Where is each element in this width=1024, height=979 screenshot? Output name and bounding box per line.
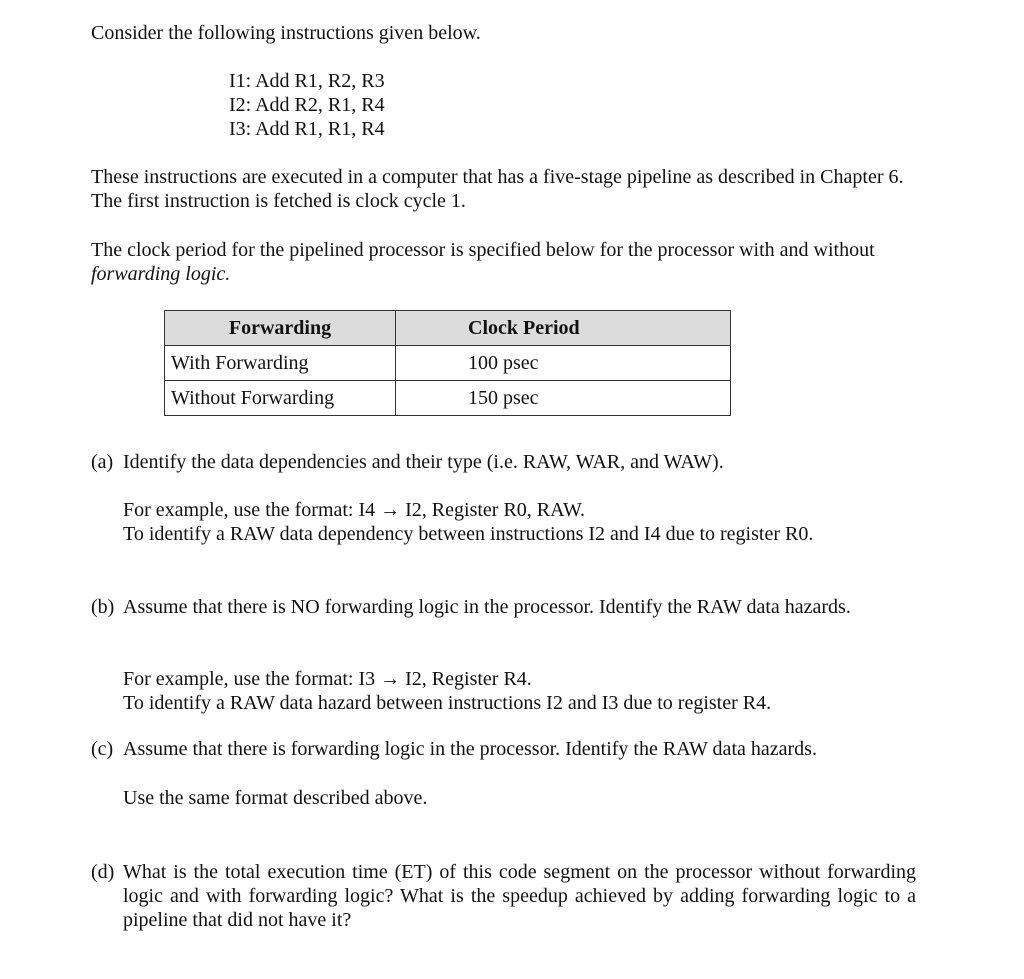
question-b-example-explanation: To identify a RAW data hazard between instructions I2 and I3 due to register R4. [123, 692, 772, 714]
question-c-text: Assume that there is forwarding logic in the processor. Identify the RAW data hazards. [123, 738, 817, 760]
table-header-forwarding: Forwarding [165, 311, 396, 346]
table-cell: 150 psec [396, 381, 731, 416]
question-b-example-format: For example, use the format: I3 → I2, Register R4. [123, 668, 532, 690]
question-a-label: (a) [91, 451, 114, 473]
question-a-text: Identify the data dependencies and their type (i.e. RAW, WAR, and WAW). [123, 451, 724, 473]
question-b-text: Assume that there is NO forwarding logic in the processor. Identify the RAW data hazards. [123, 596, 851, 618]
table-cell: 100 psec [396, 346, 731, 381]
table-cell: Without Forwarding [165, 381, 396, 416]
table-header-row [165, 311, 731, 346]
intro-text: Consider the following instructions given below. [91, 22, 481, 44]
question-c-label: (c) [91, 738, 114, 760]
question-a-example-explanation: To identify a RAW data dependency between instructions I2 and I4 due to register R0. [123, 523, 814, 545]
question-d-text: What is the total execution time (ET) of this code segment on the processor without forwarding logic and with forwarding logic? What is the speedup achieved by adding forwarding logic to a pipeline that did not have it? [123, 861, 916, 931]
table-cell: With Forwarding [165, 346, 396, 381]
clock-period-table [164, 310, 731, 416]
question-c-format-note: Use the same format described above. [123, 787, 428, 809]
instruction-1: I1: Add R1, R2, R3 [229, 70, 385, 92]
table-row [165, 381, 731, 416]
table-header-clock-period: Clock Period [396, 311, 731, 346]
instruction-2: I2: Add R2, R1, R4 [229, 94, 385, 116]
question-d-label: (d) [91, 861, 115, 883]
pipeline-description: These instructions are executed in a computer that has a five-stage pipeline as described in Chapter 6. The first instruction is fetched is clock cycle 1. [91, 166, 904, 212]
question-a-example-format: For example, use the format: I4 → I2, Register R0, RAW. [123, 499, 586, 521]
instruction-3: I3: Add R1, R1, R4 [229, 118, 385, 140]
table-row [165, 346, 731, 381]
forwarding-logic-emphasis: forwarding logic. [91, 263, 231, 285]
question-b-label: (b) [91, 596, 115, 618]
clock-period-description-text: The clock period for the pipelined processor is specified below for the processor with and without [91, 239, 875, 261]
clock-period-description [91, 238, 921, 286]
instruction-list [229, 69, 385, 141]
